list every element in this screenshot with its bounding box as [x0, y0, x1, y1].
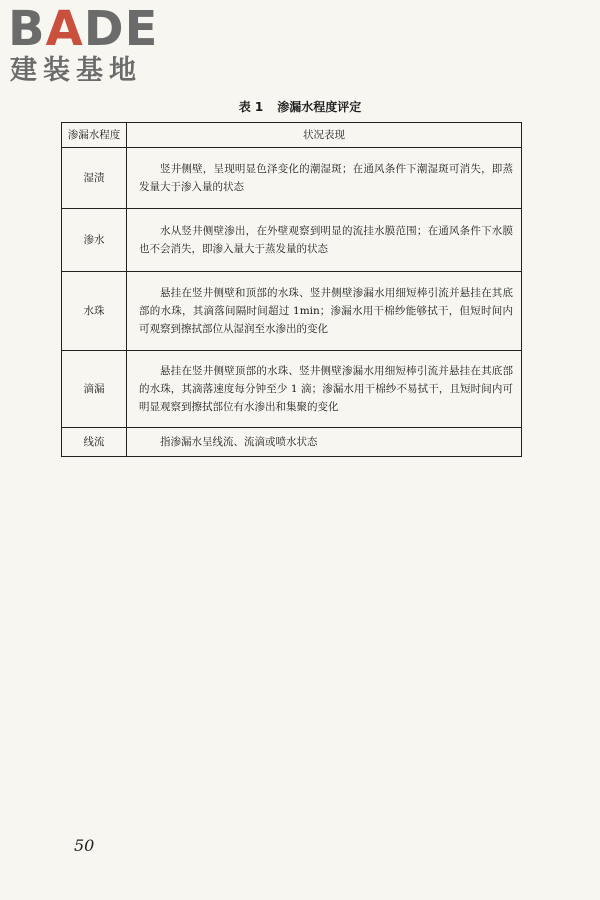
row-description: 悬挂在竖井侧壁顶部的水珠、竖井侧壁渗漏水用细短棒引流并悬挂在其底部的水珠，其滴落速度每分钟至少 1 滴；渗漏水用干棉纱不易拭干，且短时间内可明显观察到擦拭部位有水渗出和集聚的变化	[127, 351, 522, 428]
row-term: 水珠	[62, 272, 127, 351]
bade-logo	[8, 1, 178, 92]
column-header-description: 状况表现	[127, 123, 522, 148]
logo-wordmark: BADE	[8, 1, 159, 57]
table-number: 表 1	[238, 100, 264, 114]
page-number: 50	[74, 836, 95, 855]
row-description: 指渗漏水呈线流、流滴或喷水状态	[127, 428, 522, 457]
column-header-degree: 渗漏水程度	[62, 123, 127, 148]
table-caption	[0, 98, 600, 115]
row-description: 悬挂在竖井侧壁和顶部的水珠、竖井侧壁渗漏水用细短棒引流并悬挂在其底部的水珠，其滴落间隔时间超过 1min；渗漏水用干棉纱能够拭干，但短时间内可观察到擦拭部位从湿润至水渗出的变化	[127, 272, 522, 351]
logo-subtitle: 建装基地	[10, 55, 142, 86]
table-row	[62, 272, 522, 351]
row-term: 湿渍	[62, 148, 127, 209]
row-term: 滴漏	[62, 351, 127, 428]
row-term: 线流	[62, 428, 127, 457]
table-header-row	[62, 123, 522, 148]
table-title: 渗漏水程度评定	[277, 100, 362, 114]
table-row	[62, 148, 522, 209]
row-description: 竖井侧壁，呈现明显色泽变化的潮湿斑；在通风条件下潮湿斑可消失，即蒸发量大于渗入量的状态	[127, 148, 522, 209]
table-row	[62, 428, 522, 457]
row-description: 水从竖井侧壁渗出，在外壁观察到明显的流挂水膜范围；在通风条件下水膜也不会消失，即渗入量大于蒸发量的状态	[127, 209, 522, 272]
row-term: 渗水	[62, 209, 127, 272]
table-row	[62, 209, 522, 272]
leakage-rating-table	[61, 122, 522, 457]
table-row	[62, 351, 522, 428]
